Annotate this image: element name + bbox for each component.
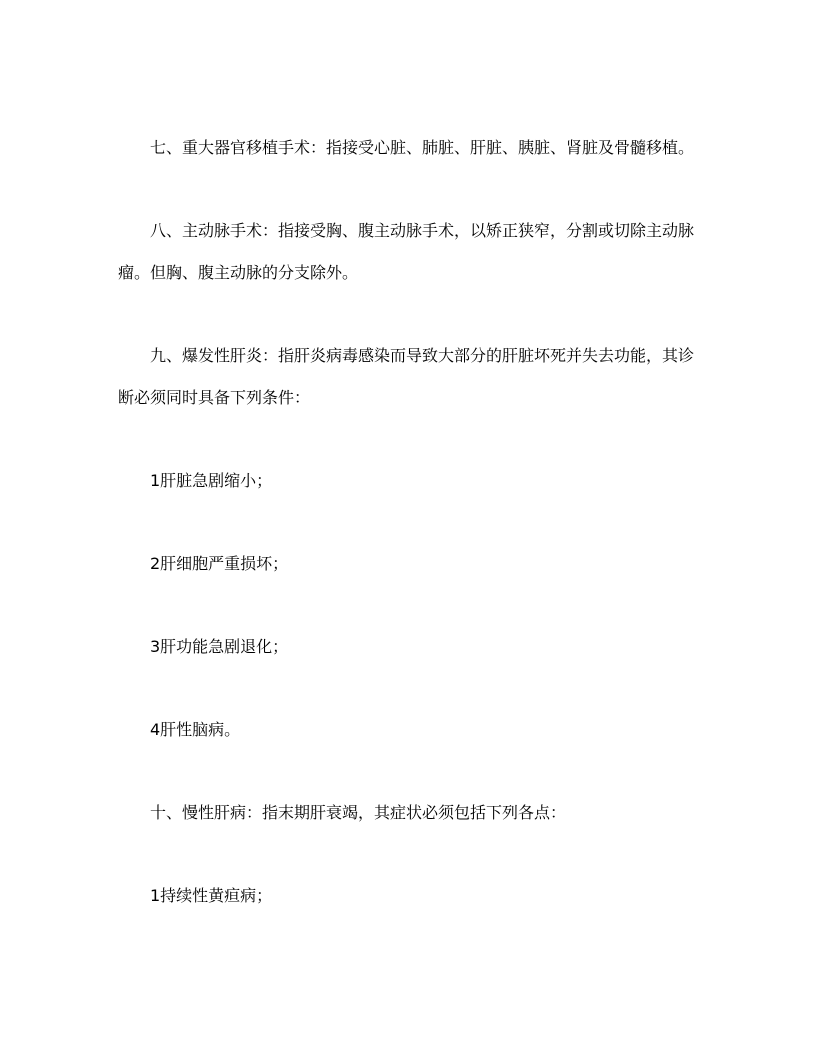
clause-10-chronic-liver-disease: 十、慢性肝病：指末期肝衰竭，其症状必须包括下列各点： (150, 803, 567, 822)
condition-item-1: 1肝脏急剧缩小； (150, 471, 273, 490)
clause-8-aorta-surgery-line1: 八、主动脉手术：指接受胸、腹主动脉手术，以矫正狭窄，分割或切除主动脉 (150, 221, 695, 240)
clause-9-fulminant-hepatitis-line1: 九、爆发性肝炎：指肝炎病毒感染而导致大部分的肝脏坏死并失去功能，其诊 (150, 346, 695, 365)
clause-9-fulminant-hepatitis-line2: 断必须同时具备下列条件： (118, 388, 311, 407)
condition-item-4: 4肝性脑病。 (150, 720, 241, 739)
condition-item-2: 2肝细胞严重损坏； (150, 554, 289, 573)
symptom-item-1: 1持续性黄疸病； (150, 886, 273, 905)
clause-8-aorta-surgery-line2: 瘤。但胸、腹主动脉的分支除外。 (118, 263, 359, 282)
condition-item-3: 3肝功能急剧退化； (150, 637, 289, 656)
clause-7-organ-transplant: 七、重大器官移植手术：指接受心脏、肺脏、肝脏、胰脏、肾脏及骨髓移植。 (150, 138, 695, 157)
